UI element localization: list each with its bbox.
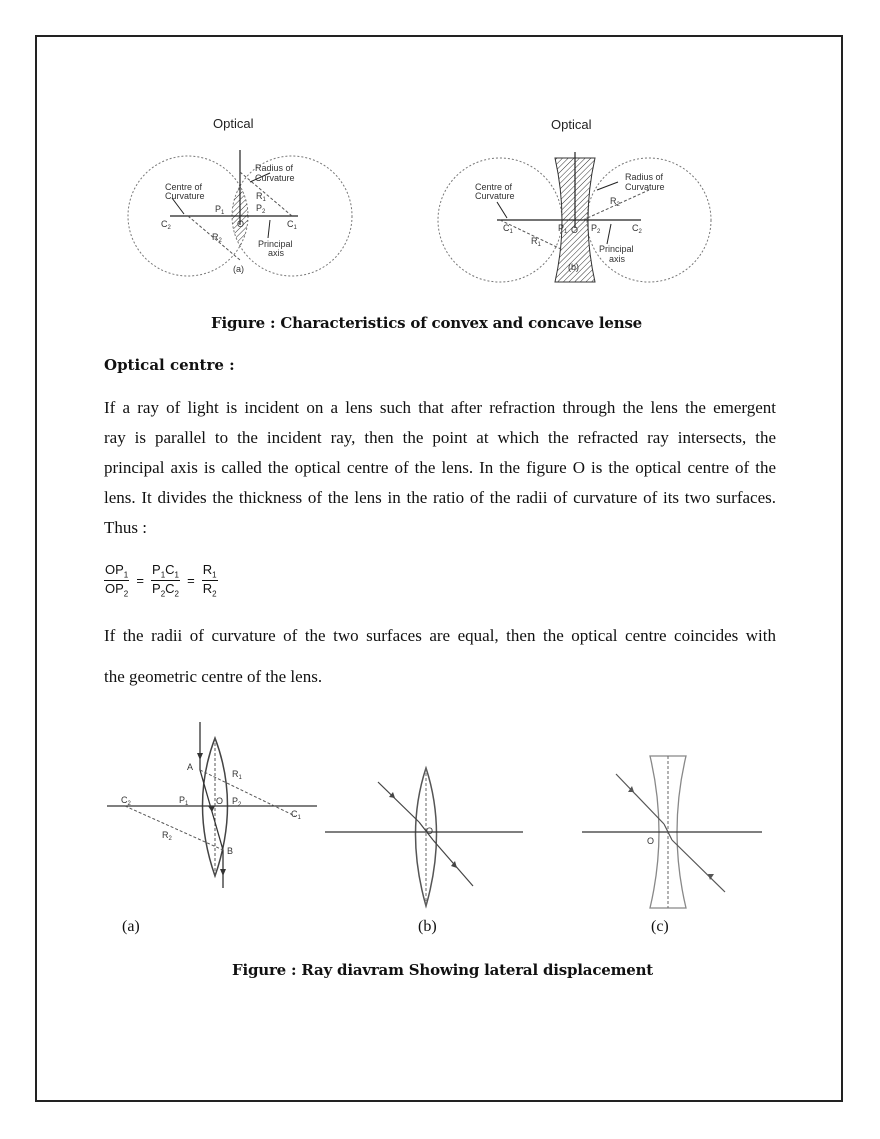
- figure2-caption: Figure : Ray diavram Showing lateral displacement: [232, 961, 654, 979]
- svg-text:C1: $C_1$: [503, 223, 513, 235]
- svg-text:R1: $R_1$: [531, 236, 541, 248]
- paragraph-line: the geometric centre of the lens.: [104, 667, 323, 686]
- svg-text:C1: $C_1$: [287, 219, 297, 231]
- figure-concave-lens-characteristics: [435, 110, 715, 290]
- svg-text:Principal: Principal: [599, 244, 634, 254]
- svg-text:P2: $P_2$: [256, 203, 266, 215]
- figure1-caption: Figure : Characteristics of convex and concave lense: [211, 314, 643, 332]
- svg-text:O: O: [571, 225, 579, 235]
- paragraph-line: principal axis is called the optical centre of the lens. In the figure O is the optical centre of the: [104, 458, 776, 477]
- svg-text:(a): (a): [233, 264, 244, 274]
- svg-text:P1: $P_1$: [558, 223, 568, 235]
- svg-text:O: O: [237, 219, 245, 229]
- svg-text:Curvature: Curvature: [165, 191, 205, 201]
- svg-text:R1: $R_1$: [232, 769, 242, 781]
- svg-text:Radius of: Radius of: [255, 163, 294, 173]
- svg-text:C1: $C_1$: [291, 809, 301, 821]
- svg-text:Optical: Optical: [551, 117, 592, 132]
- paragraph-line: If the radii of curvature of the two surfaces are equal, then the optical centre coincides with: [104, 626, 776, 645]
- fraction-pc: $\frac{P_1C_1}{P_2C_2}$: [152, 562, 179, 599]
- figure2-tag-c: (c): [651, 918, 669, 935]
- geometric-centre-paragraph: [104, 621, 776, 651]
- svg-text:R2: $R_2$: [162, 830, 172, 842]
- fraction-op: $\frac{OP_1}{OP_2}$: [105, 562, 129, 599]
- figure-convex-lens-characteristics: [120, 110, 370, 285]
- figure2-tag-b: (b): [418, 918, 437, 935]
- svg-text:P2: $P_2$: [232, 796, 242, 808]
- paragraph-line: If a ray of light is incident on a lens such that after refraction through the lens the emergent: [104, 398, 776, 417]
- svg-text:O: O: [426, 826, 434, 836]
- svg-text:Curvature: Curvature: [255, 173, 295, 183]
- svg-text:Centre of: Centre of: [165, 182, 203, 192]
- svg-text:R2: $R_2$: [610, 196, 620, 208]
- svg-text:Centre of: Centre of: [475, 182, 513, 192]
- svg-text:P1: $P_1$: [179, 795, 189, 807]
- svg-text:P2: $P_2$: [591, 223, 601, 235]
- ratio-formula: $\frac{OP_1}{OP_2}$ = $\frac{P_1C_1}{P_2C_2}$ = $\frac{R_1}{R_2}$: [105, 562, 217, 599]
- svg-text:B: B: [227, 846, 234, 856]
- paragraph-line: lens. It divides the thickness of the lens in the ratio of the radii of curvature of its two surfaces.: [104, 488, 776, 507]
- optical-centre-paragraph: [104, 393, 776, 543]
- svg-text:Curvature: Curvature: [475, 191, 515, 201]
- ray-diagram-c: [580, 752, 765, 912]
- svg-text:Curvature: Curvature: [625, 182, 665, 192]
- figure2-tag-a: (a): [122, 918, 140, 935]
- svg-text:(b): (b): [568, 262, 579, 272]
- svg-text:P1: $P_1$: [215, 204, 225, 216]
- svg-text:A: A: [187, 762, 194, 772]
- svg-text:C2: $C_2$: [121, 795, 131, 807]
- svg-text:R1: $R_1$: [256, 191, 266, 203]
- section-heading: Optical centre :: [104, 356, 235, 374]
- svg-text:axis: axis: [268, 248, 285, 258]
- ray-diagram-b: [323, 760, 528, 910]
- svg-text:axis: axis: [609, 254, 626, 264]
- svg-text:C2: $C_2$: [632, 223, 642, 235]
- svg-text:C2: $C_2$: [161, 219, 171, 231]
- optical-centre-label-a: Optical: [213, 116, 254, 131]
- svg-text:R2: $R_2$: [212, 232, 222, 244]
- paragraph-line: ray is parallel to the incident ray, then the point at which the refracted ray intersects, the: [104, 428, 776, 447]
- geometric-centre-paragraph-end: [104, 662, 776, 692]
- svg-text:Radius of: Radius of: [625, 172, 664, 182]
- svg-text:O: O: [216, 796, 224, 806]
- fraction-r: $\frac{R_1}{R_2}$: [202, 562, 217, 599]
- ray-diagram-a: [105, 720, 320, 890]
- paragraph-line: Thus :: [104, 518, 147, 537]
- svg-text:Principal: Principal: [258, 239, 293, 249]
- svg-text:O: O: [647, 836, 655, 846]
